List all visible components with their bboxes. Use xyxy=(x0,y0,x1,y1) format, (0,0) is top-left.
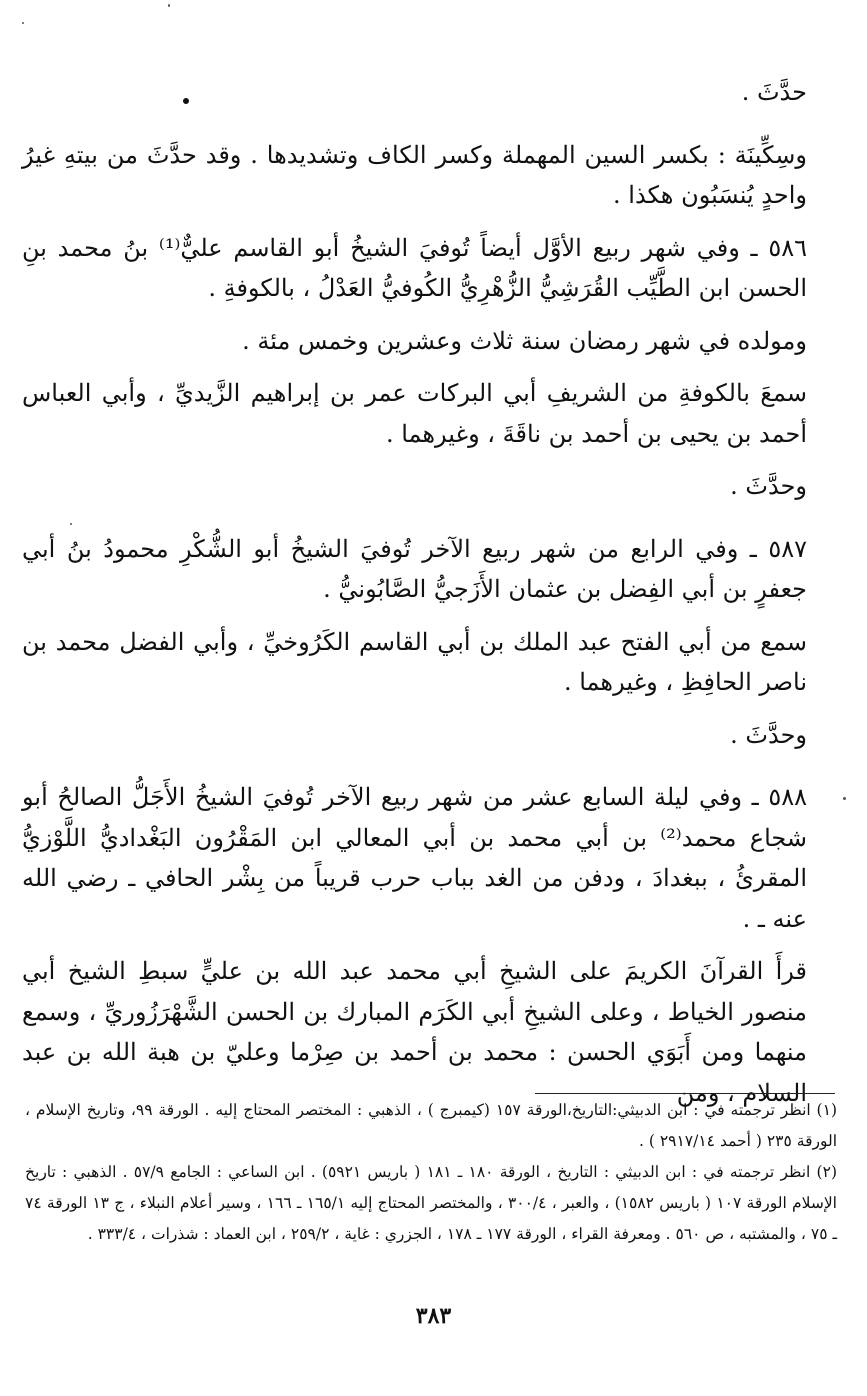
paragraph-sikkina-note: وسِكِّينَة : بكسر السين المهملة وكسر الكاف وتشديدها . وقد حدَّثَ من بيتهِ غيرُ واحدٍ يُنسَبُون هكذا . xyxy=(22,140,807,209)
paragraph-haddatha-3: وحدَّثَ . xyxy=(730,720,807,749)
entry-588: ٥٨٨ ـ وفي ليلة السابع عشر من شهر ربيع الآخر تُوفيَ الشيخُ الأَجَلُّ الصالحُ أبو شجاع محمد⁽²⁾ بن أبي محمد بن أبي المعالي ابن المَقْرُون البَغْداديُّ اللَّوْزيُّ المقرئُ ، ببغدادَ ، ودفن من الغد بباب حرب قريباً من بِشْر الحافي ـ رضي الله عنه ـ . xyxy=(22,783,807,933)
paragraph-haddatha-2: وحدَّثَ . xyxy=(730,472,807,500)
entry-587: ٥٨٧ ـ وفي الرابع من شهر ربيع الآخر تُوفيَ الشيخُ أبو الشُّكْرِ محمودُ بنُ أبي جعفرٍ بن أبي الفِضل بن عثمان الأَزَجيُّ الصَّابُونيُّ . xyxy=(22,534,807,603)
paragraph-teachers-587: سمع من أبي الفتح عبد الملك بن أبي القاسم الكَرُوخيِّ ، وأبي الفضل محمد بن ناصر الحافِظِ ، وغيرهما . xyxy=(22,627,807,696)
entry-586: ٥٨٦ ـ وفي شهر ربيع الأوَّل أيضاً تُوفيَ الشيخُ أبو القاسم عليٌّ⁽¹⁾ بنُ محمد بنِ الحسن ابن الطَّيِّب القُرَشِيُّ الزُّهْرِيُّ الكُوفيُّ العَدْلُ ، بالكوفةِ . xyxy=(22,233,807,302)
footnotes xyxy=(25,1095,837,1250)
main-text xyxy=(22,72,807,1125)
paragraph-birth-586: ومولده في شهر رمضان سنة ثلاث وعشرين وخمس مئة . xyxy=(242,326,807,355)
paragraph-haddatha-1: حدَّثَ . xyxy=(741,78,807,106)
paragraph-teachers-586: سمعَ بالكوفةِ من الشريفِ أبي البركات عمر بن إبراهيم الزَّيديِّ ، وأبي العباس أحمد بن يحيى بن أحمد بن ناقَةَ ، وغيرهما . xyxy=(22,379,807,448)
footnote-separator xyxy=(535,1093,835,1094)
page-number: ٣٨٣ xyxy=(415,1303,452,1329)
footnote-1: (١) انظر ترجمته في : ابن الدبيثي:التاريخ،الورقة ١٥٧ (كيمبرج ) ، الذهبي : المختصر المحتاج إليه . الورقة ٩٩، وتاريخ الإسلام ، الورقة ٢٣٥ ( أحمد ٢٩١٧/١٤ ) . xyxy=(25,1101,837,1150)
footnote-2: (٢) انظر ترجمته في : ابن الدبيثي : التاريخ ، الورقة ١٨٠ ـ ١٨١ ( باريس ٥٩٢١) . ابن الساعي : الجامع ٥٧/٩ . الذهبي : تاريخ الإسلام الورقة ١٠٧ ( باريس ١٥٨٢) ، والعبر ، ٣٠٠/٤ ، والمختصر المحتاج إليه ١٦٥/١ ـ ١٦٦ ، وسير أعلام النبلاء ، ج ١٣ الورقة ٧٤ ـ ٧٥ ، والمشتبه ، ص ٥٦٠ . ومعرفة القراء ، الورقة ١٧٧ ـ ١٧٨ ، الجزري : غاية ، ٢٥٩/٢ ، ابن العماد : شذرات ، ٣٣٣/٤ . xyxy=(25,1163,837,1243)
paragraph-teachers-588: قرأَ القرآنَ الكريمَ على الشيخِ أبي محمد عبد الله بن عليٍّ سبطِ الشيخ أبي منصور الخياط ، وعلى الشيخِ أبي الكَرَم المبارك بن الحسن الشَّهْرَزُوريِّ ، وسمع منهما ومن أَبَوَي الحسن : محمد بن أحمد بن صِرْما وعليّ بن هبة الله بن عبد السلام ، ومن xyxy=(22,957,807,1107)
